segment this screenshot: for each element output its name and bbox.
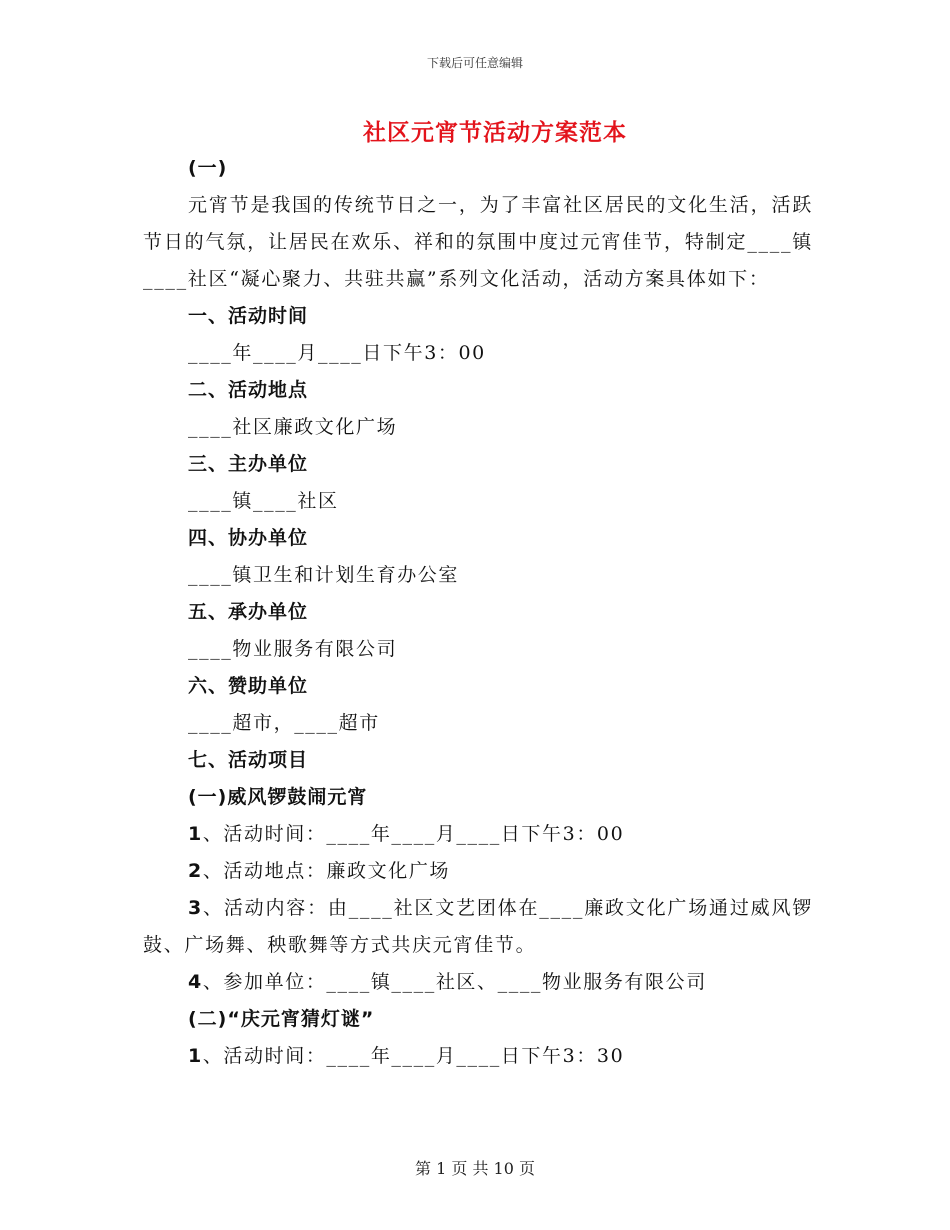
body-activity-location: ____社区廉政文化广场 xyxy=(188,416,398,438)
heading-co-organizer: 四、协办单位 xyxy=(188,527,309,549)
item-text: 、活动时间：____年____月____日下午3：30 xyxy=(202,1045,625,1067)
item-text: 、活动内容：由____社区文艺团体在____廉政文化广场通过威风锣鼓、广场舞、秧歌舞等方式共庆元宵佳节。 xyxy=(143,897,813,956)
heading-activity-time: 一、活动时间 xyxy=(188,305,309,327)
activity-1-item xyxy=(143,890,813,964)
activity-2-item xyxy=(143,1038,813,1075)
item-number: 3 xyxy=(188,897,203,919)
body-activity-time: ____年____月____日下午3：00 xyxy=(188,342,486,364)
item-number: 1 xyxy=(188,1045,203,1067)
document-title: 社区元宵节活动方案范本 xyxy=(363,119,627,146)
document-body xyxy=(143,150,813,1075)
body-co-organizer: ____镇卫生和计划生育办公室 xyxy=(188,564,460,586)
heading-activity-2: (二)“庆元宵猜灯谜” xyxy=(188,1008,375,1030)
body-sponsor: ____超市，____超市 xyxy=(188,712,380,734)
heading-activity-location: 二、活动地点 xyxy=(188,379,309,401)
body-organizer: ____镇____社区 xyxy=(188,490,339,512)
heading-sponsor: 六、赞助单位 xyxy=(188,675,309,697)
item-number: 1 xyxy=(188,823,203,845)
item-text: 、参加单位：____镇____社区、____物业服务有限公司 xyxy=(202,971,707,993)
activity-1-item xyxy=(143,964,813,1001)
activity-1-item xyxy=(143,816,813,853)
heading-organizer: 三、主办单位 xyxy=(188,453,309,475)
heading-undertaker: 五、承办单位 xyxy=(188,601,309,623)
item-number: 4 xyxy=(188,971,203,993)
page-footer: 第 1 页 共 10 页 xyxy=(415,1159,535,1178)
header-note: 下载后可任意编辑 xyxy=(426,56,523,70)
body-undertaker: ____物业服务有限公司 xyxy=(188,638,398,660)
item-text: 、活动时间：____年____月____日下午3：00 xyxy=(202,823,625,845)
heading-activities: 七、活动项目 xyxy=(188,749,309,771)
heading-activity-1: (一)威风锣鼓闹元宵 xyxy=(188,786,368,808)
item-number: 2 xyxy=(188,860,203,882)
activity-1-item xyxy=(143,853,813,890)
item-text: 、活动地点：廉政文化广场 xyxy=(202,860,451,882)
intro-paragraph: 元宵节是我国的传统节日之一，为了丰富社区居民的文化生活，活跃节日的气氛，让居民在欢乐、祥和的氛围中度过元宵佳节，特制定____镇____社区“凝心聚力、共驻共赢”系列文化活动，活动方案具体如下： xyxy=(143,194,813,290)
section-label: (一) xyxy=(188,157,228,179)
